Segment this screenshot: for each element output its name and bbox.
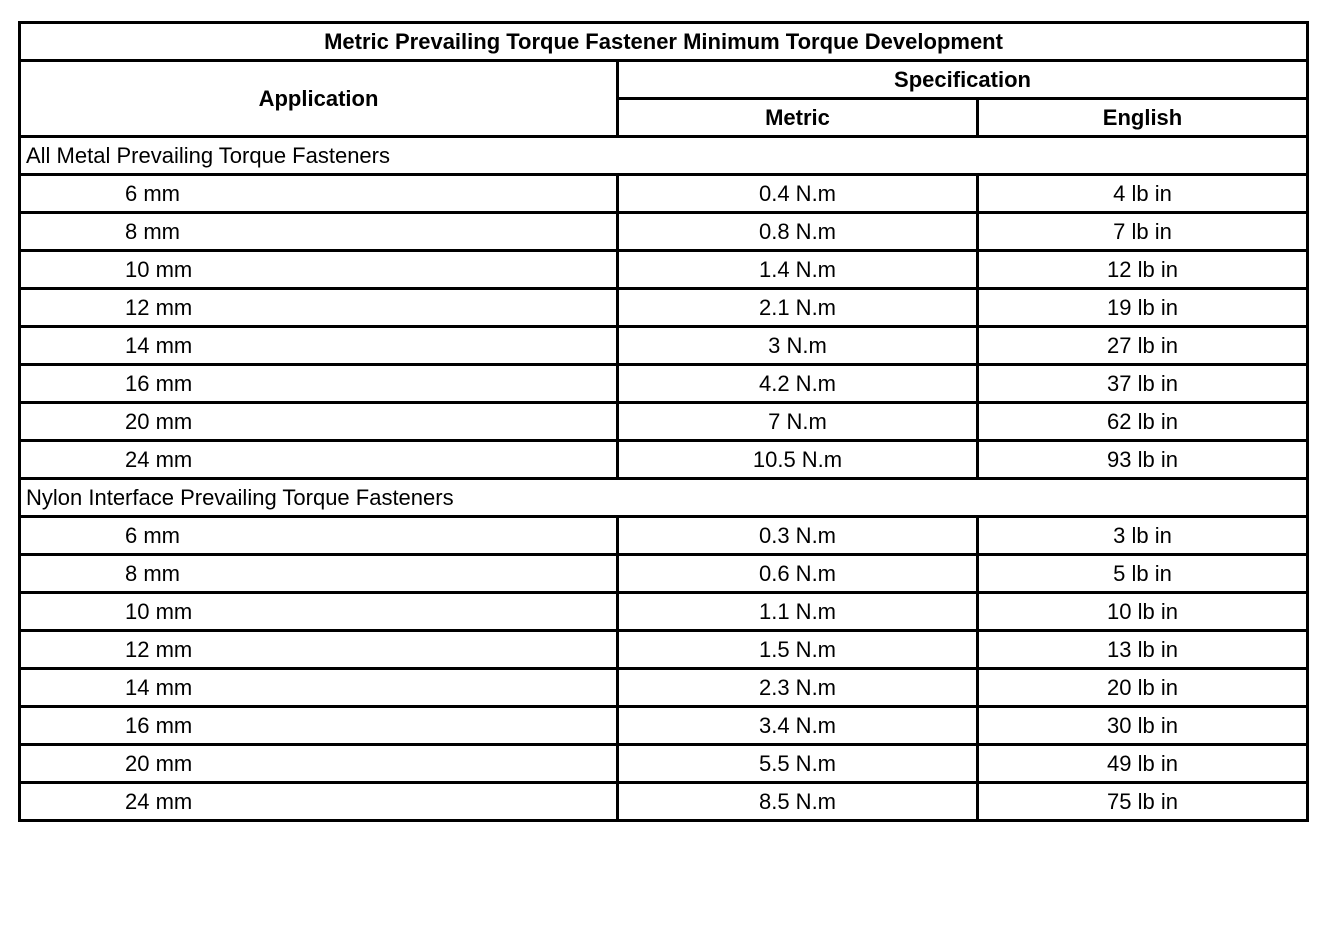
header-row-1: [20, 61, 1308, 99]
table-row: [20, 365, 1308, 403]
table-row: [20, 593, 1308, 631]
size-cell: 24 mm: [20, 441, 618, 479]
english-value: 13 lb in: [978, 631, 1308, 669]
metric-value: 5.5 N.m: [618, 745, 978, 783]
size-cell: 12 mm: [20, 289, 618, 327]
english-header: English: [978, 99, 1308, 137]
table-row: [20, 441, 1308, 479]
size-cell: 10 mm: [20, 593, 618, 631]
table-row: [20, 213, 1308, 251]
metric-value: 7 N.m: [618, 403, 978, 441]
size-cell: 14 mm: [20, 327, 618, 365]
size-cell: 8 mm: [20, 213, 618, 251]
table-row: [20, 707, 1308, 745]
size-cell: 8 mm: [20, 555, 618, 593]
metric-value: 2.3 N.m: [618, 669, 978, 707]
size-cell: 24 mm: [20, 783, 618, 821]
size-cell: 14 mm: [20, 669, 618, 707]
table-row: [20, 327, 1308, 365]
english-value: 27 lb in: [978, 327, 1308, 365]
metric-value: 0.4 N.m: [618, 175, 978, 213]
table-row: [20, 175, 1308, 213]
table-row: [20, 289, 1308, 327]
table-row: [20, 517, 1308, 555]
metric-value: 8.5 N.m: [618, 783, 978, 821]
metric-value: 0.6 N.m: [618, 555, 978, 593]
english-value: 19 lb in: [978, 289, 1308, 327]
metric-value: 3 N.m: [618, 327, 978, 365]
english-value: 7 lb in: [978, 213, 1308, 251]
metric-header: Metric: [618, 99, 978, 137]
english-value: 3 lb in: [978, 517, 1308, 555]
english-value: 4 lb in: [978, 175, 1308, 213]
size-cell: 6 mm: [20, 175, 618, 213]
size-cell: 16 mm: [20, 707, 618, 745]
table-row: [20, 403, 1308, 441]
table-row: [20, 783, 1308, 821]
table-body: [20, 137, 1308, 821]
metric-value: 1.1 N.m: [618, 593, 978, 631]
size-cell: 20 mm: [20, 745, 618, 783]
size-cell: 10 mm: [20, 251, 618, 289]
table-title: Metric Prevailing Torque Fastener Minimum Torque Development: [20, 23, 1308, 61]
metric-value: 0.3 N.m: [618, 517, 978, 555]
table-row: [20, 251, 1308, 289]
metric-value: 1.4 N.m: [618, 251, 978, 289]
metric-value: 2.1 N.m: [618, 289, 978, 327]
metric-value: 1.5 N.m: [618, 631, 978, 669]
specification-header: Specification: [618, 61, 1308, 99]
metric-value: 3.4 N.m: [618, 707, 978, 745]
table-row: [20, 669, 1308, 707]
table-row: [20, 555, 1308, 593]
metric-value: 4.2 N.m: [618, 365, 978, 403]
english-value: 12 lb in: [978, 251, 1308, 289]
size-cell: 12 mm: [20, 631, 618, 669]
size-cell: 16 mm: [20, 365, 618, 403]
english-value: 10 lb in: [978, 593, 1308, 631]
section-label: Nylon Interface Prevailing Torque Fasteners: [20, 479, 1308, 517]
title-row: [20, 23, 1308, 61]
table-head: [20, 23, 1308, 137]
english-value: 62 lb in: [978, 403, 1308, 441]
english-value: 30 lb in: [978, 707, 1308, 745]
english-value: 20 lb in: [978, 669, 1308, 707]
english-value: 37 lb in: [978, 365, 1308, 403]
size-cell: 20 mm: [20, 403, 618, 441]
table-row: [20, 631, 1308, 669]
section-label: All Metal Prevailing Torque Fasteners: [20, 137, 1308, 175]
section-row: [20, 137, 1308, 175]
application-header: Application: [20, 61, 618, 137]
english-value: 93 lb in: [978, 441, 1308, 479]
torque-table: [18, 21, 1309, 822]
size-cell: 6 mm: [20, 517, 618, 555]
table-row: [20, 745, 1308, 783]
metric-value: 0.8 N.m: [618, 213, 978, 251]
english-value: 75 lb in: [978, 783, 1308, 821]
metric-value: 10.5 N.m: [618, 441, 978, 479]
english-value: 49 lb in: [978, 745, 1308, 783]
english-value: 5 lb in: [978, 555, 1308, 593]
section-row: [20, 479, 1308, 517]
